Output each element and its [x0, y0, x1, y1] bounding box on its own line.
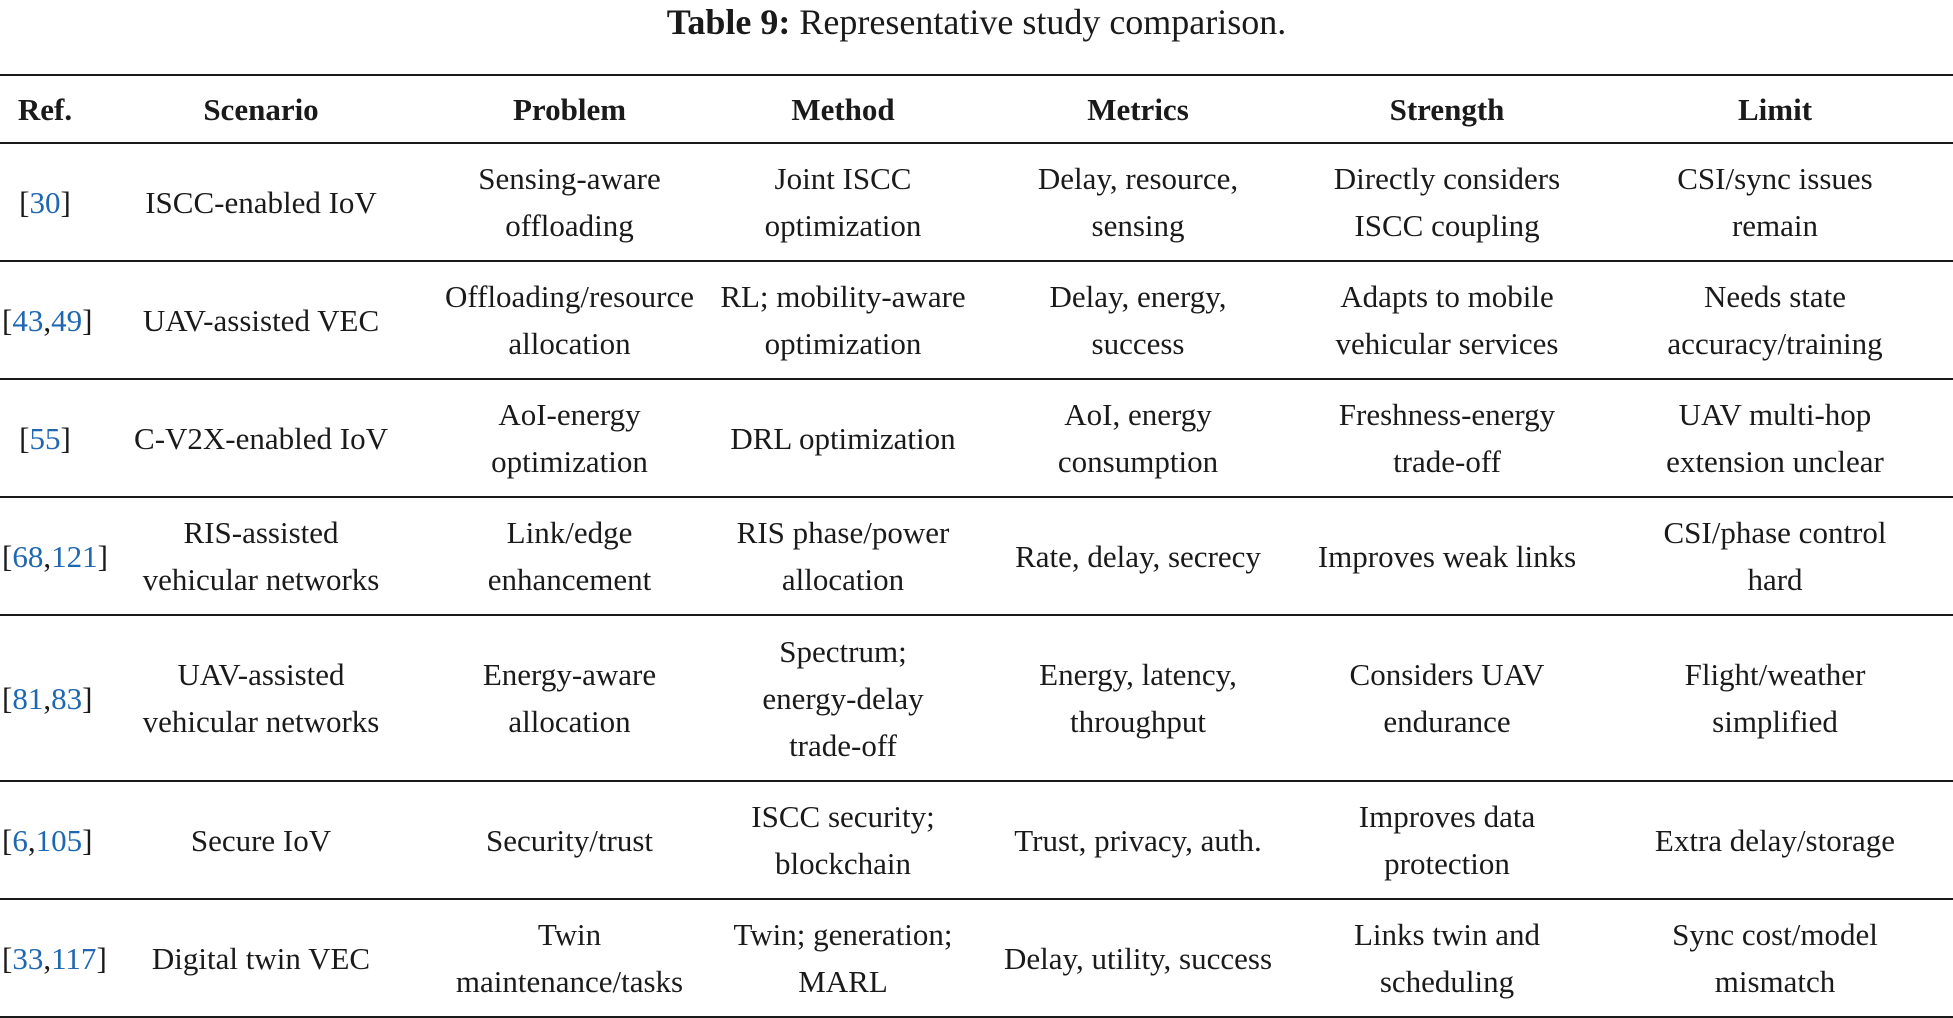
- table-row: [0, 615, 1953, 781]
- header-method: Method: [707, 75, 979, 143]
- strength-cell: Considers UAV endurance: [1297, 615, 1597, 781]
- citation-link[interactable]: 55: [29, 420, 61, 456]
- metrics-cell: Delay, resource, sensing: [979, 143, 1297, 261]
- strength-cell: Improves data protection: [1297, 781, 1597, 899]
- ref-cell: [81,83]: [0, 615, 90, 781]
- method-cell: DRL optimization: [707, 379, 979, 497]
- limit-cell: UAV multi-hop extension unclear: [1597, 379, 1953, 497]
- limit-cell: CSI/sync issues remain: [1597, 143, 1953, 261]
- metrics-cell: AoI, energy consumption: [979, 379, 1297, 497]
- ref-cell: [33,117]: [0, 899, 90, 1017]
- scenario-cell: C-V2X-enabled IoV: [90, 379, 432, 497]
- citation-link[interactable]: 6: [12, 822, 28, 858]
- table-row: [0, 261, 1953, 379]
- ref-cell: [43,49]: [0, 261, 90, 379]
- citation-link[interactable]: 49: [51, 302, 83, 338]
- citation-link[interactable]: 105: [35, 822, 83, 858]
- citation-link[interactable]: 117: [51, 940, 97, 976]
- metrics-cell: Energy, latency, throughput: [979, 615, 1297, 781]
- method-cell: Joint ISCC optimization: [707, 143, 979, 261]
- scenario-cell: Secure IoV: [90, 781, 432, 899]
- header-strength: Strength: [1297, 75, 1597, 143]
- strength-cell: Improves weak links: [1297, 497, 1597, 615]
- strength-cell: Adapts to mobile vehicular services: [1297, 261, 1597, 379]
- ref-cell: [30]: [0, 143, 90, 261]
- table-row: [0, 379, 1953, 497]
- table-header-row: [0, 75, 1953, 143]
- header-scenario: Scenario: [90, 75, 432, 143]
- study-comparison-table: [0, 74, 1953, 1018]
- table-caption-label: Table 9:: [666, 2, 791, 42]
- problem-cell: Twin maintenance/tasks: [432, 899, 707, 1017]
- method-cell: RL; mobility-aware optimization: [707, 261, 979, 379]
- strength-cell: Directly considers ISCC coupling: [1297, 143, 1597, 261]
- citation-link[interactable]: 121: [51, 538, 98, 574]
- strength-cell: Freshness-energy trade-off: [1297, 379, 1597, 497]
- citation-link[interactable]: 33: [12, 940, 44, 976]
- ref-cell: [55]: [0, 379, 90, 497]
- header-limit: Limit: [1597, 75, 1953, 143]
- metrics-cell: Rate, delay, secrecy: [979, 497, 1297, 615]
- ref-cell: [6,105]: [0, 781, 90, 899]
- limit-cell: CSI/phase control hard: [1597, 497, 1953, 615]
- citation-link[interactable]: 43: [12, 302, 44, 338]
- problem-cell: AoI-energy optimization: [432, 379, 707, 497]
- table-row: [0, 143, 1953, 261]
- metrics-cell: Delay, energy, success: [979, 261, 1297, 379]
- metrics-cell: Delay, utility, success: [979, 899, 1297, 1017]
- problem-cell: Security/trust: [432, 781, 707, 899]
- table-row: [0, 781, 1953, 899]
- strength-cell: Links twin and scheduling: [1297, 899, 1597, 1017]
- limit-cell: Needs state accuracy/training: [1597, 261, 1953, 379]
- citation-link[interactable]: 30: [29, 184, 61, 220]
- header-metrics: Metrics: [979, 75, 1297, 143]
- table-row: [0, 497, 1953, 615]
- problem-cell: Link/edge enhancement: [432, 497, 707, 615]
- method-cell: RIS phase/power allocation: [707, 497, 979, 615]
- table-caption: [0, 0, 1953, 44]
- table-row: [0, 899, 1953, 1017]
- header-ref: Ref.: [0, 75, 90, 143]
- limit-cell: Extra delay/storage: [1597, 781, 1953, 899]
- method-cell: ISCC security; blockchain: [707, 781, 979, 899]
- citation-link[interactable]: 68: [12, 538, 44, 574]
- limit-cell: Sync cost/model mismatch: [1597, 899, 1953, 1017]
- citation-link[interactable]: 83: [51, 680, 83, 716]
- method-cell: Twin; generation; MARL: [707, 899, 979, 1017]
- header-problem: Problem: [432, 75, 707, 143]
- ref-cell: [68,121]: [0, 497, 90, 615]
- citation-link[interactable]: 81: [12, 680, 44, 716]
- method-cell: Spectrum; energy-delay trade-off: [707, 615, 979, 781]
- problem-cell: Sensing-aware offloading: [432, 143, 707, 261]
- scenario-cell: RIS-assisted vehicular networks: [90, 497, 432, 615]
- scenario-cell: UAV-assisted VEC: [90, 261, 432, 379]
- problem-cell: Offloading/resource allocation: [432, 261, 707, 379]
- scenario-cell: Digital twin VEC: [90, 899, 432, 1017]
- problem-cell: Energy-aware allocation: [432, 615, 707, 781]
- scenario-cell: ISCC-enabled IoV: [90, 143, 432, 261]
- metrics-cell: Trust, privacy, auth.: [979, 781, 1297, 899]
- scenario-cell: UAV-assisted vehicular networks: [90, 615, 432, 781]
- limit-cell: Flight/weather simplified: [1597, 615, 1953, 781]
- table-caption-text: Representative study comparison.: [799, 2, 1287, 42]
